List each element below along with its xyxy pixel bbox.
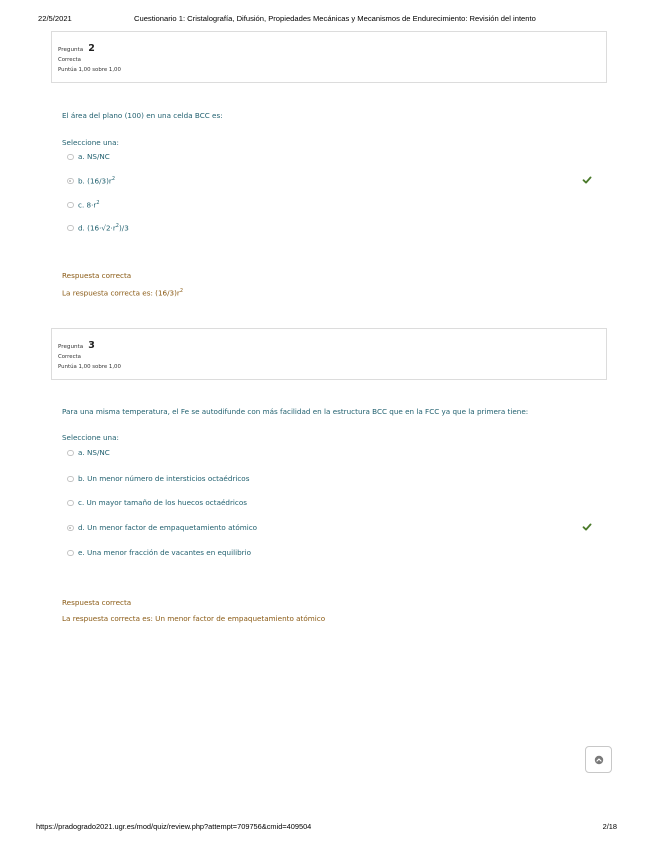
radio-button[interactable] (67, 500, 74, 507)
question-grade: Puntúa 1,00 sobre 1,00 (58, 364, 121, 370)
question-2-prompt: Seleccione una: (62, 138, 119, 147)
question-3-prompt: Seleccione una: (62, 433, 119, 442)
radio-button-selected[interactable] (67, 178, 74, 185)
scroll-to-top-button[interactable] (585, 746, 612, 773)
answer-option[interactable] (67, 152, 597, 162)
radio-button[interactable] (67, 550, 74, 557)
answer-label: a. NS/NC (78, 152, 110, 161)
question-state: Correcta (58, 57, 81, 63)
question-label: Pregunta (58, 47, 84, 53)
question-3-text: Para una misma temperatura, el Fe se autodifunde con más facilidad en la estructura BCC que en la FCC ya que la primera tiene: (62, 407, 529, 416)
answer-option[interactable] (67, 223, 597, 233)
page-url: https://pradogrado2021.ugr.es/mod/quiz/review.php?attempt=709756&cmid=409504 (36, 822, 312, 831)
page-number: 2/18 (602, 822, 617, 831)
answer-label: c. $8\cdot r^2$ (78, 200, 100, 210)
feedback-status: Respuesta correcta (62, 598, 132, 607)
feedback-answer: La respuesta correcta es: $(16/3)r^2$ (62, 288, 184, 298)
question-label: Pregunta (58, 344, 84, 350)
answer-option[interactable] (67, 448, 597, 458)
feedback-status: Respuesta correcta (62, 271, 132, 280)
answer-label: b. Un menor número de intersticios octaédricos (78, 474, 250, 483)
answer-option[interactable] (67, 176, 597, 186)
question-grade: Puntúa 1,00 sobre 1,00 (58, 67, 121, 73)
answer-label: e. Una menor fracción de vacantes en equilibrio (78, 548, 251, 557)
question-3-info (51, 328, 607, 380)
question-number: 2 (88, 43, 95, 54)
answer-label: a. NS/NC (78, 448, 110, 457)
check-icon (582, 522, 592, 532)
answer-option[interactable] (67, 548, 597, 558)
radio-button[interactable] (67, 154, 74, 161)
print-title: Cuestionario 1: Cristalografía, Difusión, Propiedades Mecánicas y Mecanismos de Endurecimiento: Revisión del intento (134, 14, 536, 23)
feedback-answer: La respuesta correcta es: Un menor factor de empaquetamiento atómico (62, 614, 326, 623)
radio-button[interactable] (67, 202, 74, 209)
radio-button-selected[interactable] (67, 525, 74, 532)
chevron-up-icon (594, 755, 604, 765)
answer-option[interactable] (67, 200, 597, 210)
check-icon (582, 175, 592, 185)
answer-label: d. $(16\cdot√2\cdot r^2)/3$ (78, 223, 129, 233)
radio-button[interactable] (67, 476, 74, 483)
radio-button[interactable] (67, 450, 74, 457)
answer-label: c. Un mayor tamaño de los huecos octaédricos (78, 498, 248, 507)
radio-button[interactable] (67, 225, 74, 232)
question-state: Correcta (58, 354, 81, 360)
answer-option[interactable] (67, 523, 597, 533)
question-number: 3 (88, 340, 95, 351)
answer-label: b. $(16/3)r^2$ (78, 176, 116, 186)
answer-label: d. Un menor factor de empaquetamiento atómico (78, 523, 258, 532)
question-2-info (51, 31, 607, 83)
answer-option[interactable] (67, 474, 597, 484)
print-date: 22/5/2021 (38, 14, 72, 23)
question-2-text: El área del plano (100) en una celda BCC es: (62, 111, 223, 120)
answer-option[interactable] (67, 498, 597, 508)
